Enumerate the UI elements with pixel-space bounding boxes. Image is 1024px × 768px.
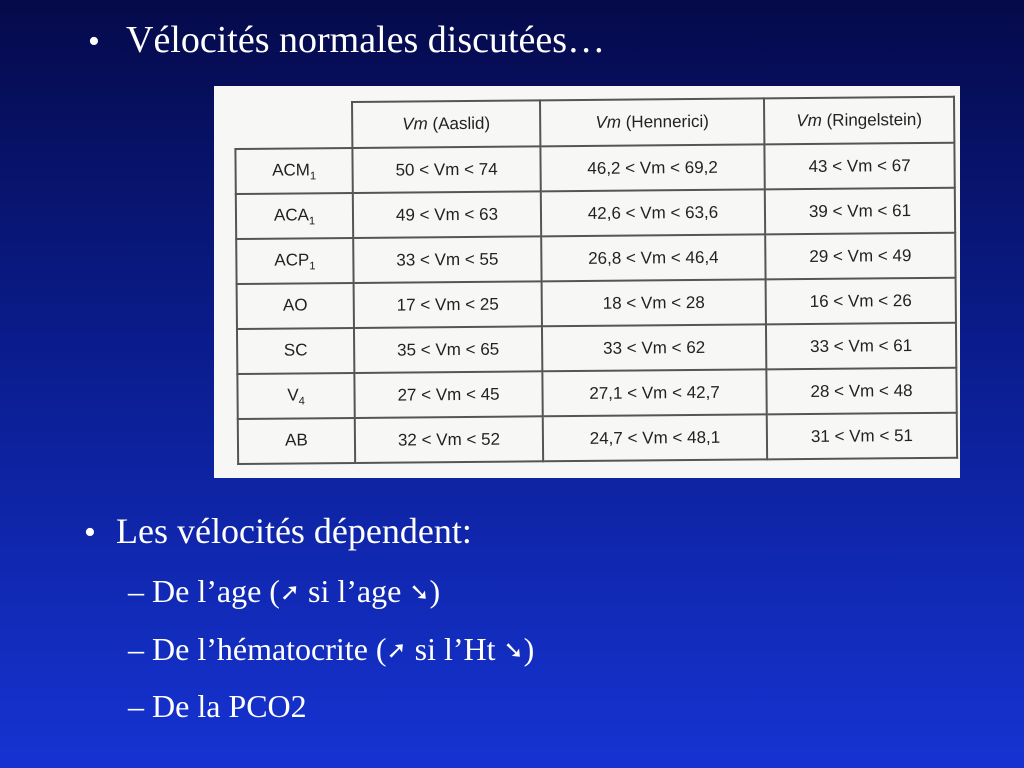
hennerici-cell: 42,6 < Vm < 63,6: [541, 189, 765, 236]
header-hennerici: Vm (Hennerici): [540, 98, 764, 146]
dependencies-heading: Les vélocités dépendent:: [116, 511, 472, 551]
aaslid-cell: 49 < Vm < 63: [353, 191, 541, 238]
header-ringelstein: Vm (Ringelstein): [764, 97, 954, 145]
sub-item-hematocrit: – De l’hématocrite (➚ si l’Ht ➘): [128, 631, 535, 667]
bullet-dot: •: [84, 514, 96, 551]
table-row: [238, 413, 957, 464]
slide-title: Vélocités normales discutées…: [126, 19, 606, 61]
table-row: [235, 143, 954, 194]
title-bullet: [88, 18, 605, 62]
hennerici-cell: 18 < Vm < 28: [542, 279, 766, 326]
aaslid-cell: 35 < Vm < 65: [354, 326, 542, 373]
ringelstein-cell: 16 < Vm < 26: [766, 278, 956, 325]
sub-item-age: – De l’age (➚ si l’age ➘): [128, 573, 441, 609]
dependencies-bullet: [84, 510, 472, 552]
row-label-cell: $ACM_1$: [235, 148, 352, 194]
row-label-cell: AO: [237, 283, 354, 329]
aaslid-cell: 17 < Vm < 25: [354, 281, 542, 328]
aaslid-cell: 50 < Vm < 74: [352, 146, 540, 193]
arrow-down-right-icon: ➘: [409, 578, 430, 606]
ringelstein-cell: 39 < Vm < 61: [765, 188, 955, 235]
velocity-table: [234, 96, 958, 465]
hennerici-cell: 26,8 < Vm < 46,4: [541, 234, 765, 281]
hennerici-cell: 24,7 < Vm < 48,1: [543, 414, 767, 461]
ringelstein-cell: 28 < Vm < 48: [766, 368, 956, 415]
hennerici-cell: 46,2 < Vm < 69,2: [540, 144, 764, 191]
hennerici-cell: 33 < Vm < 62: [542, 324, 766, 371]
arrow-up-right-icon: ➚: [386, 636, 407, 664]
table-row: [237, 368, 956, 419]
hennerici-cell: 27,1 < Vm < 42,7: [542, 369, 766, 416]
aaslid-cell: 33 < Vm < 55: [353, 236, 541, 283]
row-label-cell: $ACA_1$: [236, 193, 353, 239]
sub-item-pco2: – De la PCO2: [128, 688, 307, 724]
aaslid-cell: 27 < Vm < 45: [354, 371, 542, 418]
row-label-cell: AB: [238, 418, 355, 464]
table-corner-cell: [235, 102, 352, 149]
ringelstein-cell: 33 < Vm < 61: [766, 323, 956, 370]
header-aaslid: Vm (Aaslid): [352, 100, 540, 148]
row-label-cell: SC: [237, 328, 354, 374]
ringelstein-cell: 29 < Vm < 49: [765, 233, 955, 280]
bullet-dot: •: [88, 23, 100, 60]
arrow-up-right-icon: ➚: [279, 578, 301, 606]
table-row: [236, 188, 955, 239]
ringelstein-cell: 43 < Vm < 67: [764, 143, 954, 190]
arrow-down-right-icon: ➘: [503, 636, 524, 664]
row-label-cell: $ACP_1$: [236, 238, 353, 284]
aaslid-cell: 32 < Vm < 52: [355, 416, 543, 463]
table-row: [237, 323, 956, 374]
velocity-table-image: [214, 86, 960, 478]
table-row: [237, 278, 956, 329]
ringelstein-cell: 31 < Vm < 51: [767, 413, 957, 460]
table-row: [236, 233, 955, 284]
row-label-cell: $V_4$: [237, 373, 354, 419]
table-header-row: [235, 97, 954, 149]
